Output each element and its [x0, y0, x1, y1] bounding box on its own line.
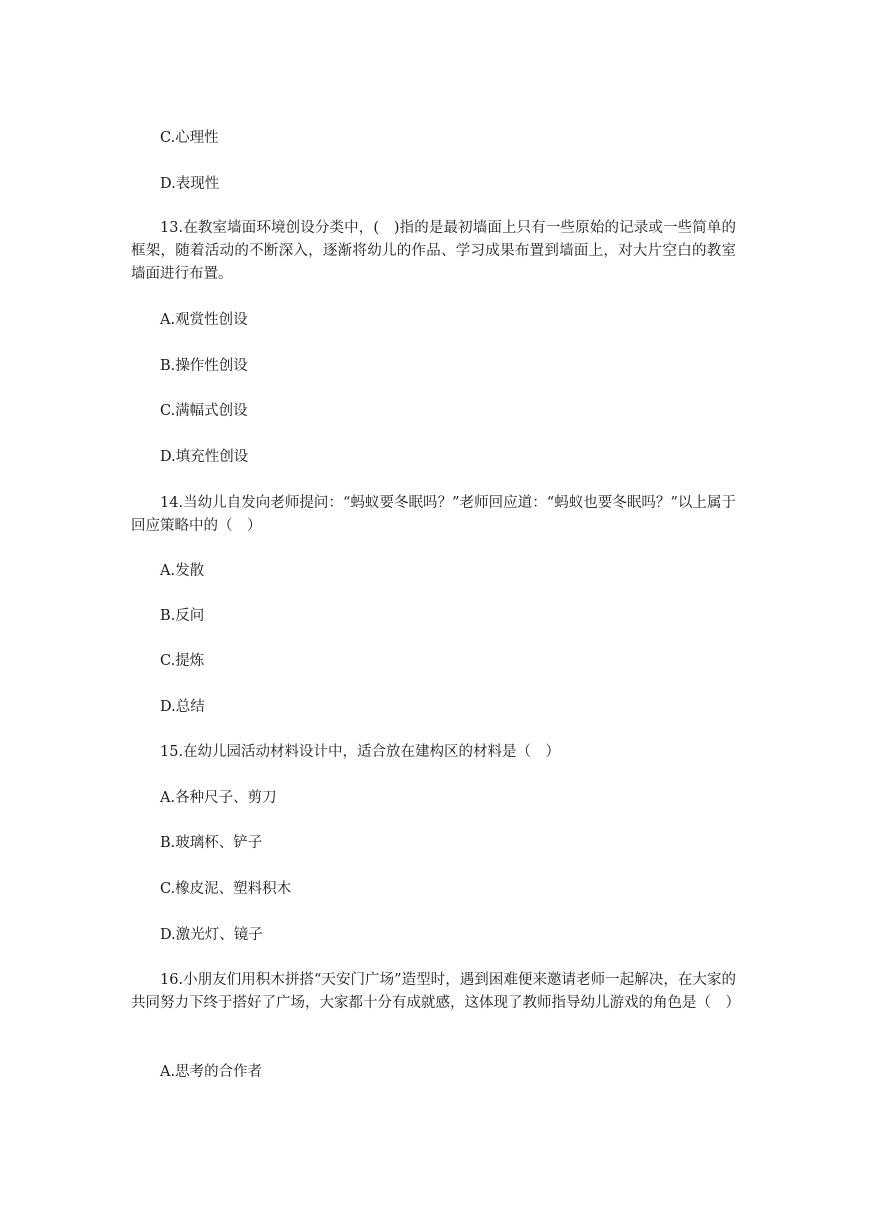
q15-option-a: A.各种尺子、剪刀: [160, 790, 277, 806]
q14-option-d: D.总结: [160, 699, 205, 715]
q12-option-d: D.表现性: [160, 176, 220, 192]
question-15-stem: 15.在幼儿园活动材料设计中，适合放在建构区的材料是（ ）: [160, 744, 561, 760]
q15-option-b: B.玻璃杯、铲子: [160, 835, 263, 851]
q13-option-c: C.满幅式创设: [160, 403, 248, 419]
q16-option-a: A.思考的合作者: [160, 1064, 263, 1080]
q15-option-d: D.激光灯、镜子: [160, 927, 263, 943]
q15-option-c: C.橡皮泥、塑料积木: [160, 881, 292, 897]
q14-option-a: A.发散: [160, 563, 205, 579]
q13-option-a: A.观赏性创设: [160, 312, 248, 328]
q14-option-b: B.反问: [160, 608, 205, 624]
q12-option-c: C.心理性: [160, 130, 219, 146]
q13-option-b: B.操作性创设: [160, 358, 248, 374]
question-16-stem: 16.小朋友们用积木拼搭“天安门广场”造型时，遇到困难便来邀请老师一起解决，在大家的共同努力下终于搭好了广场，大家都十分有成就感，这体现了教师指导幼儿游戏的角色是（ ）: [131, 972, 740, 1011]
q13-option-d: D.填充性创设: [160, 449, 249, 465]
question-13-stem: 13.在教室墙面环境创设分类中，( )指的是最初墙面上只有一些原始的记录或一些简单的框架，随着活动的不断深入，逐渐将幼儿的作品、学习成果布置到墙面上，对大片空白的教室墙面进行布置。: [131, 220, 736, 282]
question-14-stem: 14.当幼儿自发向老师提问：“蚂蚁要冬眠吗？”老师回应道：“蚂蚁也要冬眠吗？”以上属于回应策略中的（ ）: [131, 495, 736, 534]
q14-option-c: C.提炼: [160, 653, 205, 669]
